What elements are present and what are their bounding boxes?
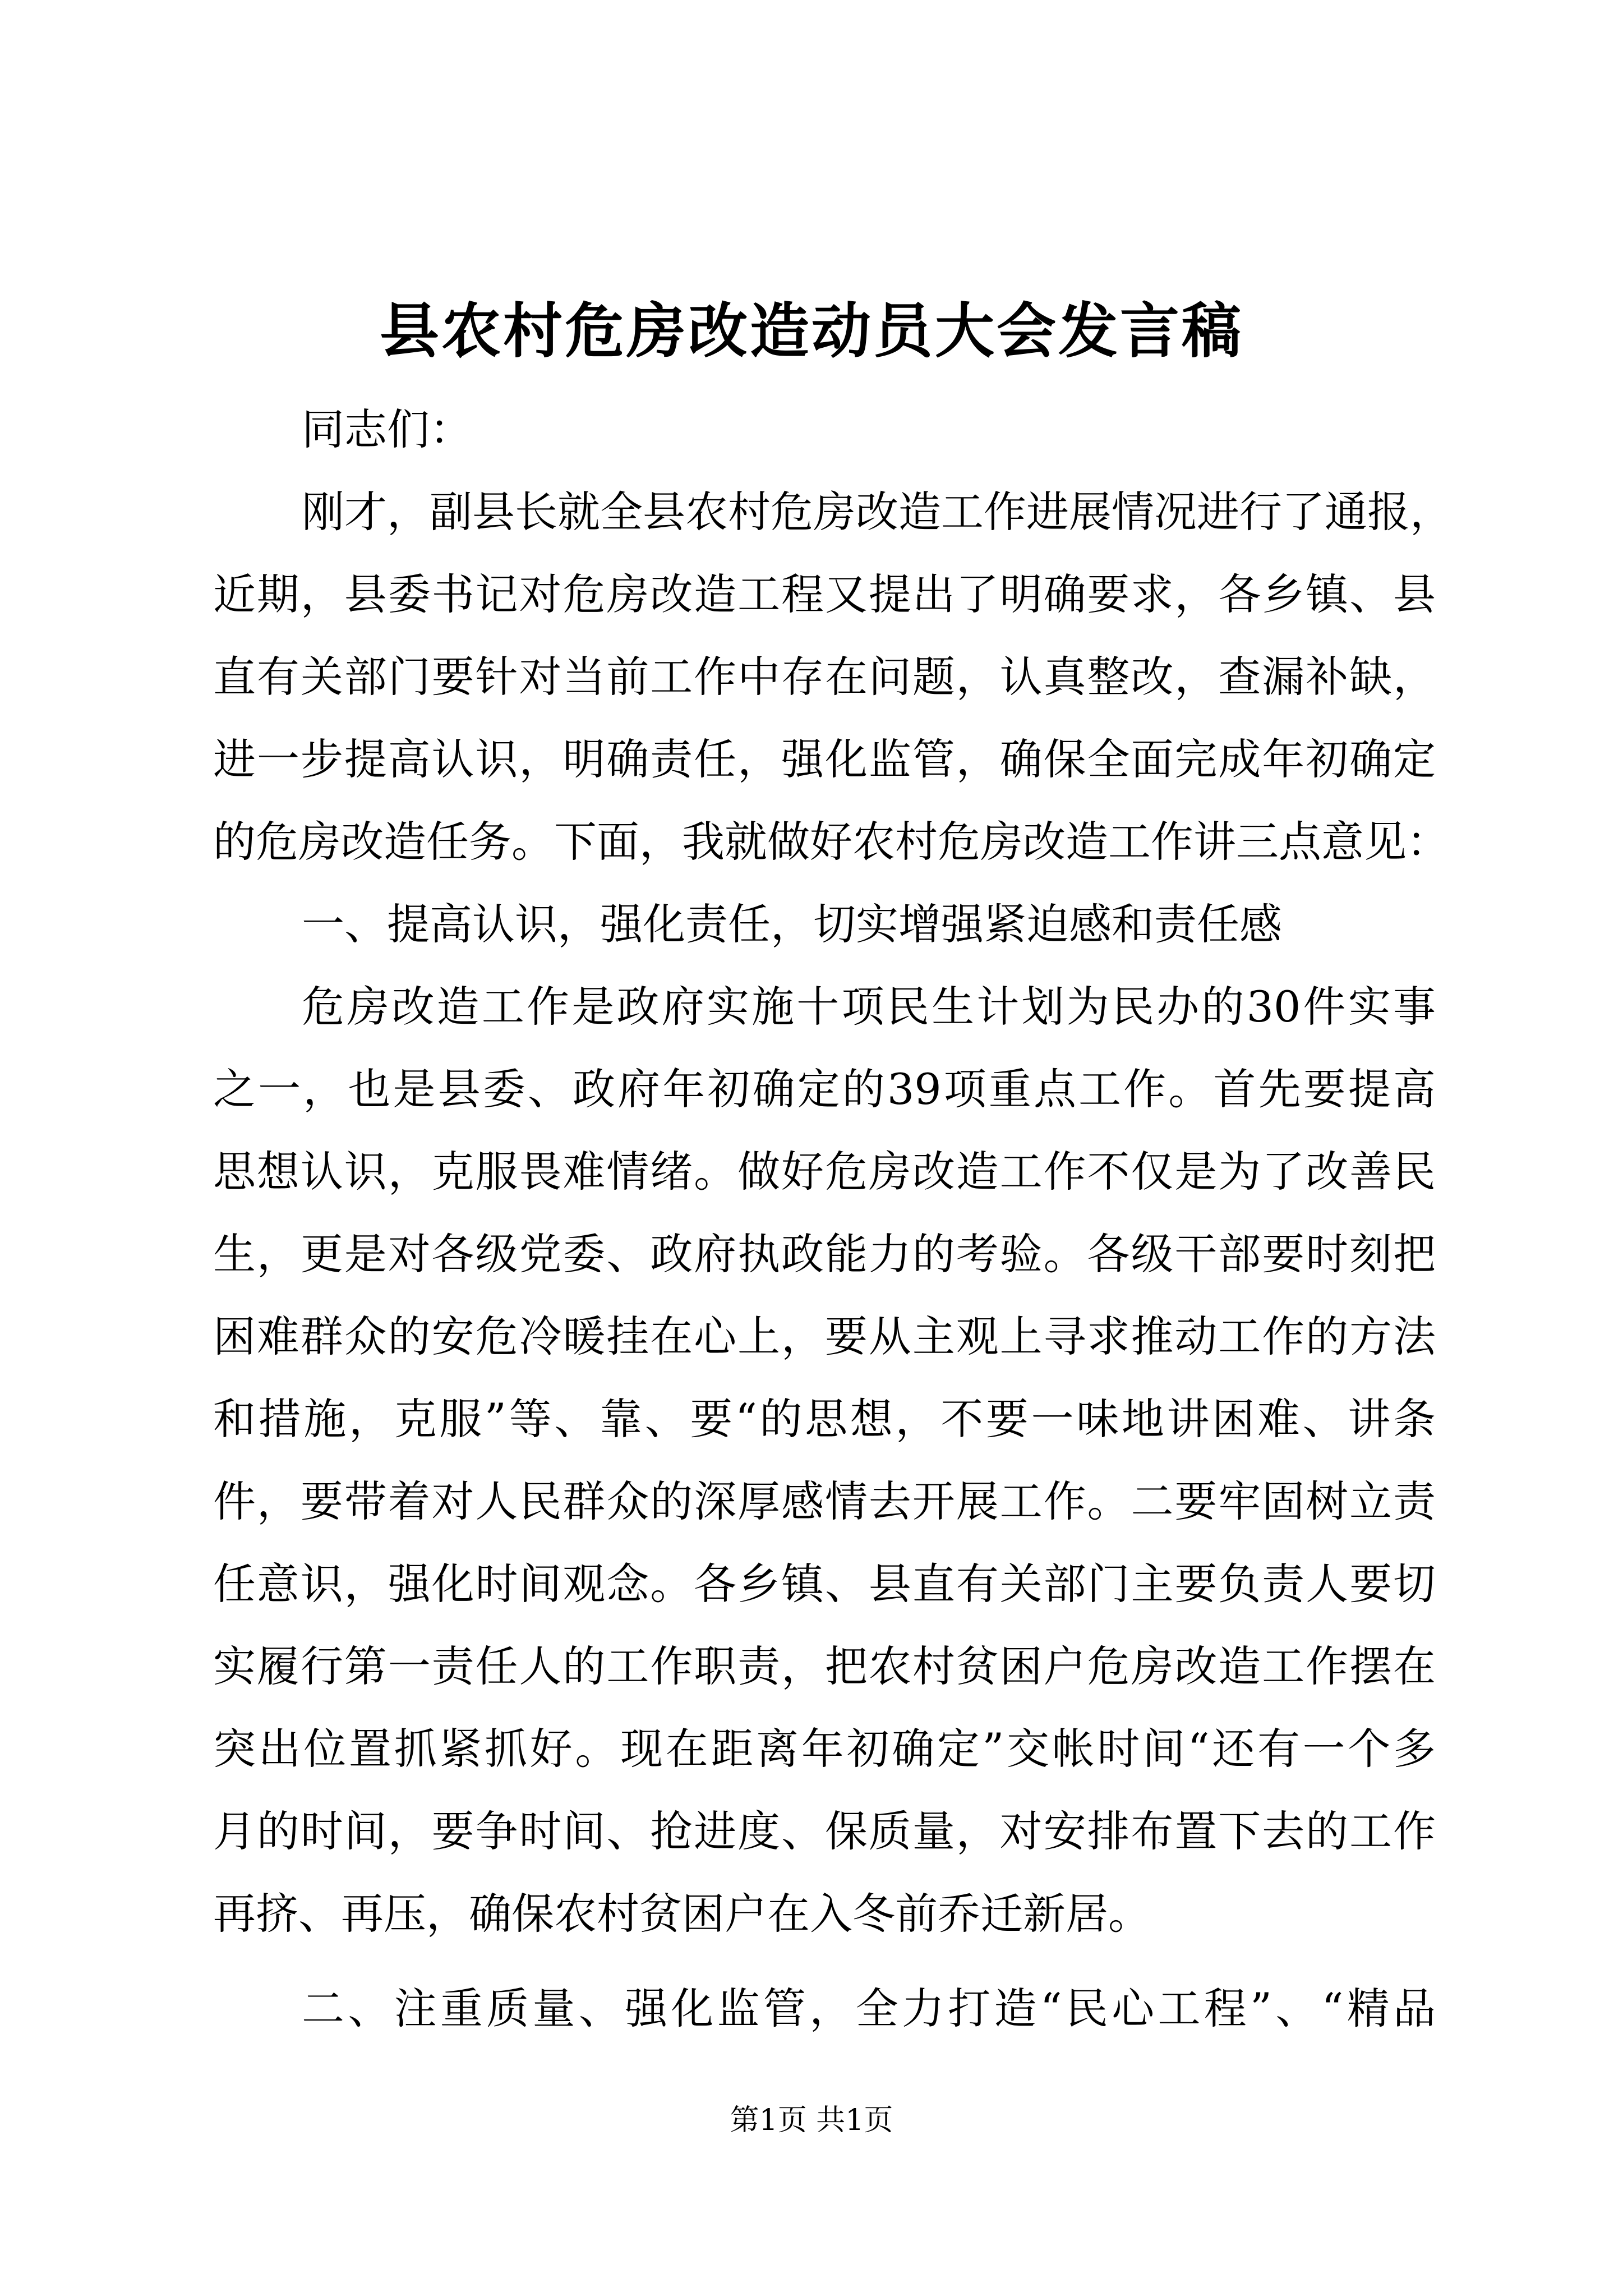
paragraph-line: 思想认识，克服畏难情绪。做好危房改造工作不仅是为了改善民 [213, 1147, 1436, 1197]
section-heading-1: 一、提高认识，强化责任，切实增强紧迫感和责任感 [302, 899, 1282, 949]
paragraph-line: 生，更是对各级党委、政府执政能力的考验。各级干部要时刻把 [213, 1229, 1436, 1279]
paragraph-line: 危房改造工作是政府实施十项民生计划为民办的30件实事 [302, 982, 1436, 1032]
section-spacer [213, 1955, 1436, 1967]
paragraph-line: 件，要带着对人民群众的深厚感情去开展工作。二要牢固树立责 [213, 1476, 1436, 1526]
paragraph-line: 月的时间，要争时间、抢进度、保质量，对安排布置下去的工作 [213, 1806, 1436, 1856]
section-heading-2: 二、注重质量、强化监管，全力打造“民心工程”、“精品 [302, 1984, 1436, 2033]
paragraph-line: 直有关部门要针对当前工作中存在问题，认真整改，查漏补缺， [213, 652, 1436, 702]
paragraph-line: 再挤、再压，确保农村贫困户在入冬前乔迁新居。 [213, 1889, 1151, 1939]
paragraph-line: 之一，也是县委、政府年初确定的39项重点工作。首先要提高 [213, 1064, 1436, 1114]
paragraph-line: 进一步提高认识，明确责任，强化监管，确保全面完成年初确定 [213, 734, 1436, 784]
page-footer: 第1页 共1页 [730, 2104, 893, 2137]
document-title: 县农村危房改造动员大会发言稿 [380, 296, 1243, 366]
salutation-line: 同志们： [302, 404, 472, 454]
paragraph-line: 任意识，强化时间观念。各乡镇、县直有关部门主要负责人要切 [213, 1559, 1436, 1609]
document-body [213, 388, 1453, 2050]
paragraph-line: 刚才，副县长就全县农村危房改造工作进展情况进行了通报， [302, 487, 1453, 537]
paragraph-line: 和措施，克服”等、靠、要“的思想，不要一味地讲困难、讲条 [213, 1394, 1436, 1444]
paragraph-line: 近期，县委书记对危房改造工程又提出了明确要求，各乡镇、县 [213, 569, 1436, 619]
paragraph-line: 突出位置抓紧抓好。现在距离年初确定”交帐时间“还有一个多 [213, 1724, 1436, 1774]
paragraph-line: 实履行第一责任人的工作职责，把农村贫困户危房改造工作摆在 [213, 1641, 1436, 1691]
paragraph-line: 的危房改造任务。下面，我就做好农村危房改造工作讲三点意见： [213, 817, 1449, 867]
paragraph-line: 困难群众的安危冷暖挂在心上，要从主观上寻求推动工作的方法 [213, 1312, 1436, 1361]
